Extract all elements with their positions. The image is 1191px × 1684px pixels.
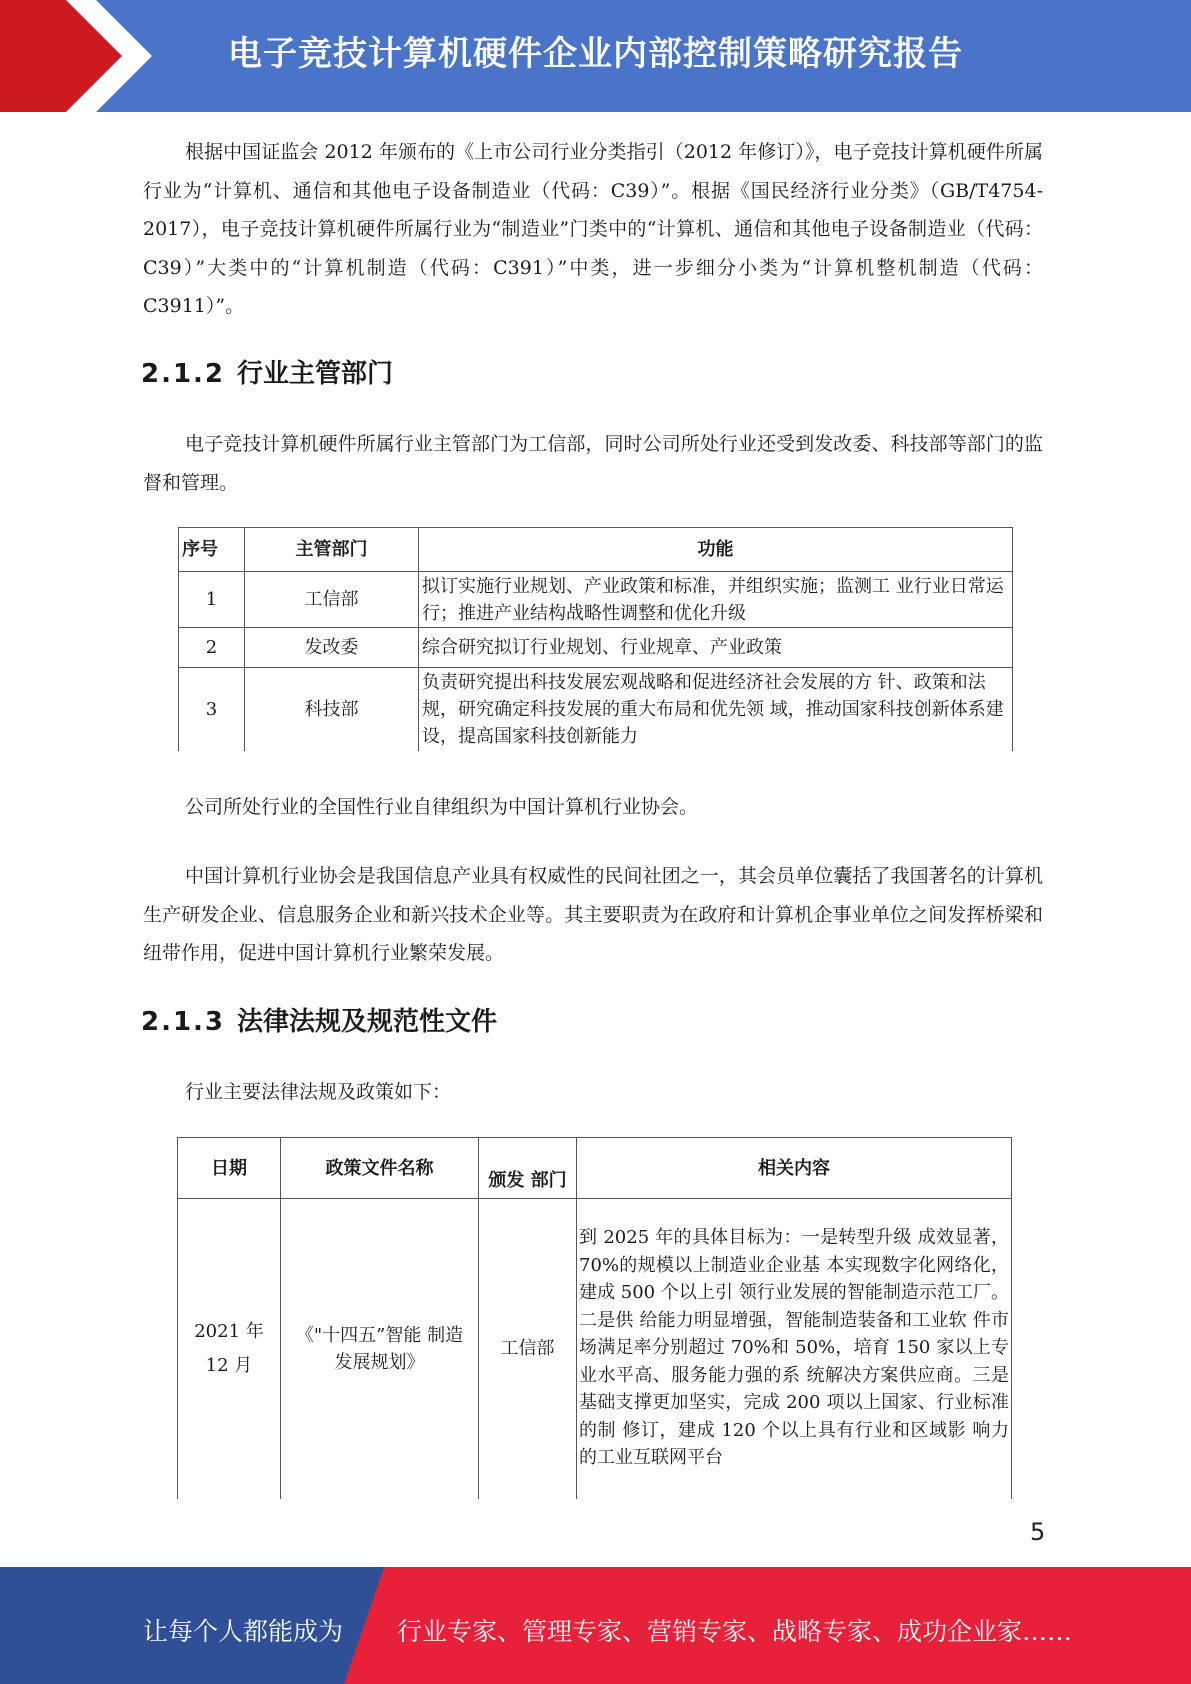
footer-slogan-left: 让每个人都能成为: [143, 1617, 344, 1646]
header-content: 相关内容: [577, 1138, 1012, 1199]
section-number: 2.1.3: [141, 1007, 226, 1037]
header-arrow-decoration: [0, 0, 160, 112]
table-row: [179, 572, 1013, 628]
cell-function: 负责研究提出科技发展宏观战略和促进经济社会发展的方 针、政策和法规，研究确定科技发展的重大布局和优先领 域，推动国家科技创新体系建设，提高国家科技创新能力: [419, 668, 1013, 751]
section-title: 法律法规及规范性文件: [237, 1007, 498, 1037]
page-footer: [0, 1567, 1191, 1684]
cell-date: 2021 年 12 月: [178, 1199, 281, 1499]
header-dept: 主管部门: [245, 528, 419, 572]
cell-dept: 发改委: [245, 628, 419, 668]
header-date: 日期: [178, 1138, 281, 1199]
table-header-row: [179, 528, 1013, 572]
association-paragraph-2: 中国计算机行业协会是我国信息产业具有权威性的民间社团之一，其会员单位囊括了我国著名的计算机生产研发企业、信息服务企业和新兴技术企业等。其主要职责为在政府和计算机企事业单位之间发挥桥梁和纽带作用，促进中国计算机行业繁荣发展。: [143, 865, 1043, 964]
table-row: [179, 668, 1013, 751]
header-issuer: 颁发 部门: [479, 1138, 577, 1199]
dept-table: [178, 527, 1013, 751]
table-row: [178, 1199, 1012, 1499]
cell-dept: 工信部: [245, 572, 419, 628]
cell-content: 到 2025 年的具体目标为：一是转型升级 成效显著，70%的规模以上制造业企业基 本实现数字化网络化，建成 500 个以上引 领行业发展的智能制造示范工厂。二是供 给能力明显增强，智能制造装备和工业软 件市场满足率分别超过 70%和 50%，培育 150 家以上专业水平高、服务能力强的系 统解决方案供应商。三是基础支撑更加坚实，完成 200 项以上国家、行业标准的制 修订，建成 120 个以上具有行业和区域影 响力的工业互联网平台: [577, 1199, 1012, 1499]
cell-no: 2: [179, 628, 245, 668]
header-no: 序号: [179, 528, 245, 572]
cell-function: 综合研究拟订行业规划、行业规章、产业政策: [419, 628, 1013, 668]
header-name: 政策文件名称: [281, 1138, 479, 1199]
cell-name: 《"十四五”智能 制造发展规划》: [281, 1199, 479, 1499]
cell-dept: 科技部: [245, 668, 419, 751]
association-paragraph-1: 公司所处行业的全国性行业自律组织为中国计算机行业协会。: [185, 796, 699, 818]
header-function: 功能: [419, 528, 1013, 572]
table-row: [179, 628, 1013, 668]
cell-no: 3: [179, 668, 245, 751]
law-table: [177, 1137, 1012, 1499]
footer-slogan-right: 行业专家、管理专家、营销专家、战略专家、成功企业家……: [397, 1617, 1073, 1646]
section-number: 2.1.2: [141, 359, 226, 389]
table-header-row: [178, 1138, 1012, 1199]
intro-paragraph: 根据中国证监会 2012 年颁布的《上市公司行业分类指引（2012 年修订）》，电子竞技计算机硬件所属行业为“计算机、通信和其他电子设备制造业（代码：C39）”。根据《国民经济行业分类》（GB/T4754-2017），电子竞技计算机硬件所属行业为“制造业”门类中的“计算机、通信和其他电子设备制造业（代码：C39）”大类中的“计算机制造（代码：C391）”中类，进一步细分小类为“计算机整机制造（代码：C3911）”。: [143, 141, 1043, 317]
section-heading-2-1-2: [141, 353, 393, 390]
page-header: [0, 0, 1191, 112]
section-heading-2-1-3: [141, 1001, 497, 1038]
page-number: 5: [1030, 1518, 1046, 1546]
cell-no: 1: [179, 572, 245, 628]
header-title: 电子竞技计算机硬件企业内部控制策略研究报告: [228, 34, 963, 74]
cell-function: 拟订实施行业规划、产业政策和标准，并组织实施；监测工 业行业日常运行；推进产业结构战略性调整和优化升级: [419, 572, 1013, 628]
section-title: 行业主管部门: [237, 359, 394, 389]
cell-issuer: 工信部: [479, 1199, 577, 1499]
law-intro-paragraph: 行业主要法律法规及政策如下：: [185, 1081, 452, 1103]
dept-paragraph: 电子竞技计算机硬件所属行业主管部门为工信部，同时公司所处行业还受到发改委、科技部等部门的监督和管理。: [143, 433, 1043, 494]
